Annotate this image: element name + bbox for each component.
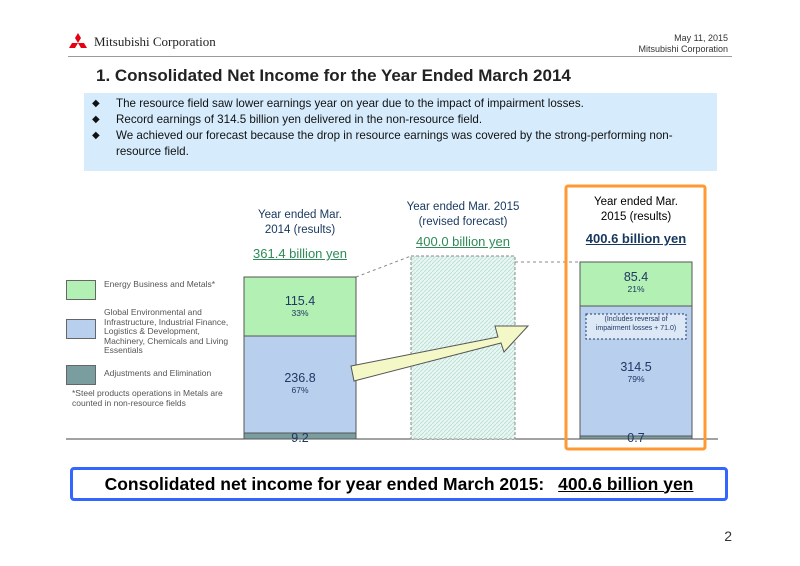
header-company: Mitsubishi Corporation (638, 44, 728, 54)
bar3-label: Year ended Mar. 2015 (results) (594, 196, 678, 223)
bar1-label: Year ended Mar. 2014 (results) (258, 209, 342, 236)
bar3-resource-value: 85.4 21% (623, 270, 649, 294)
bar2-label: Year ended Mar. 2015 (revised forecast) (406, 201, 520, 228)
bar1-adjust-value: 9.2 (291, 431, 309, 445)
summary-banner (70, 467, 728, 501)
legend-label-adjust: Adjustments and Elimination (104, 368, 212, 378)
connector-line (356, 256, 411, 277)
diamond-bullet-icon: ◆ (92, 114, 100, 125)
bullet-item: ◆ We achieved our forecast because the drop in resource earnings was covered by the strong-performing non-resource field. (92, 129, 673, 158)
bar3-total: 400.6 billion yen (585, 231, 687, 246)
bar3-adjust-value: 0.7 (627, 431, 645, 445)
legend-swatch-nonresource (66, 319, 96, 339)
bar3-nonresource-value: 314.5 79% (620, 360, 652, 384)
bullet-item: ◆ The resource field saw lower earnings year on year due to the impact of impairment losses. (92, 97, 584, 110)
bullet-item: ◆ Record earnings of 314.5 billion yen delivered in the non-resource field. (92, 113, 483, 126)
legend-swatch-resource (66, 280, 96, 300)
legend-label-resource: Energy Business and Metals* (104, 279, 216, 289)
diamond-bullet-icon: ◆ (92, 98, 100, 109)
bar1-nonresource-value: 236.8 67% (284, 371, 316, 395)
page-title: 1. Consolidated Net Income for the Year Ended March 2014 (96, 66, 571, 85)
bar1-total: 361.4 billion yen (253, 246, 347, 261)
banner-label: Consolidated net income for year ended March 2015: (104, 473, 545, 494)
diamond-bullet-icon: ◆ (92, 130, 100, 141)
header-date: May 11, 2015 (674, 33, 728, 43)
legend-swatch-adjust (66, 365, 96, 385)
legend-label-nonresource: Global Environmental and Infrastructure, Industrial Finance, Logistics & Development, Machinery, Chemicals and Living Essentials (104, 307, 229, 355)
company-logo-text: Mitsubishi Corporation (94, 34, 216, 49)
bar2-total: 400.0 billion yen (416, 234, 510, 249)
annotation-text: (Includes reversal of impairment losses + 71.0) (595, 316, 677, 332)
banner-amount: 400.6 billion yen (558, 473, 694, 494)
bar1-resource-value: 115.4 33% (284, 294, 316, 318)
page-number: 2 (724, 528, 732, 544)
legend-note: *Steel products operations in Metals are counted in non-resource fields (72, 388, 223, 408)
